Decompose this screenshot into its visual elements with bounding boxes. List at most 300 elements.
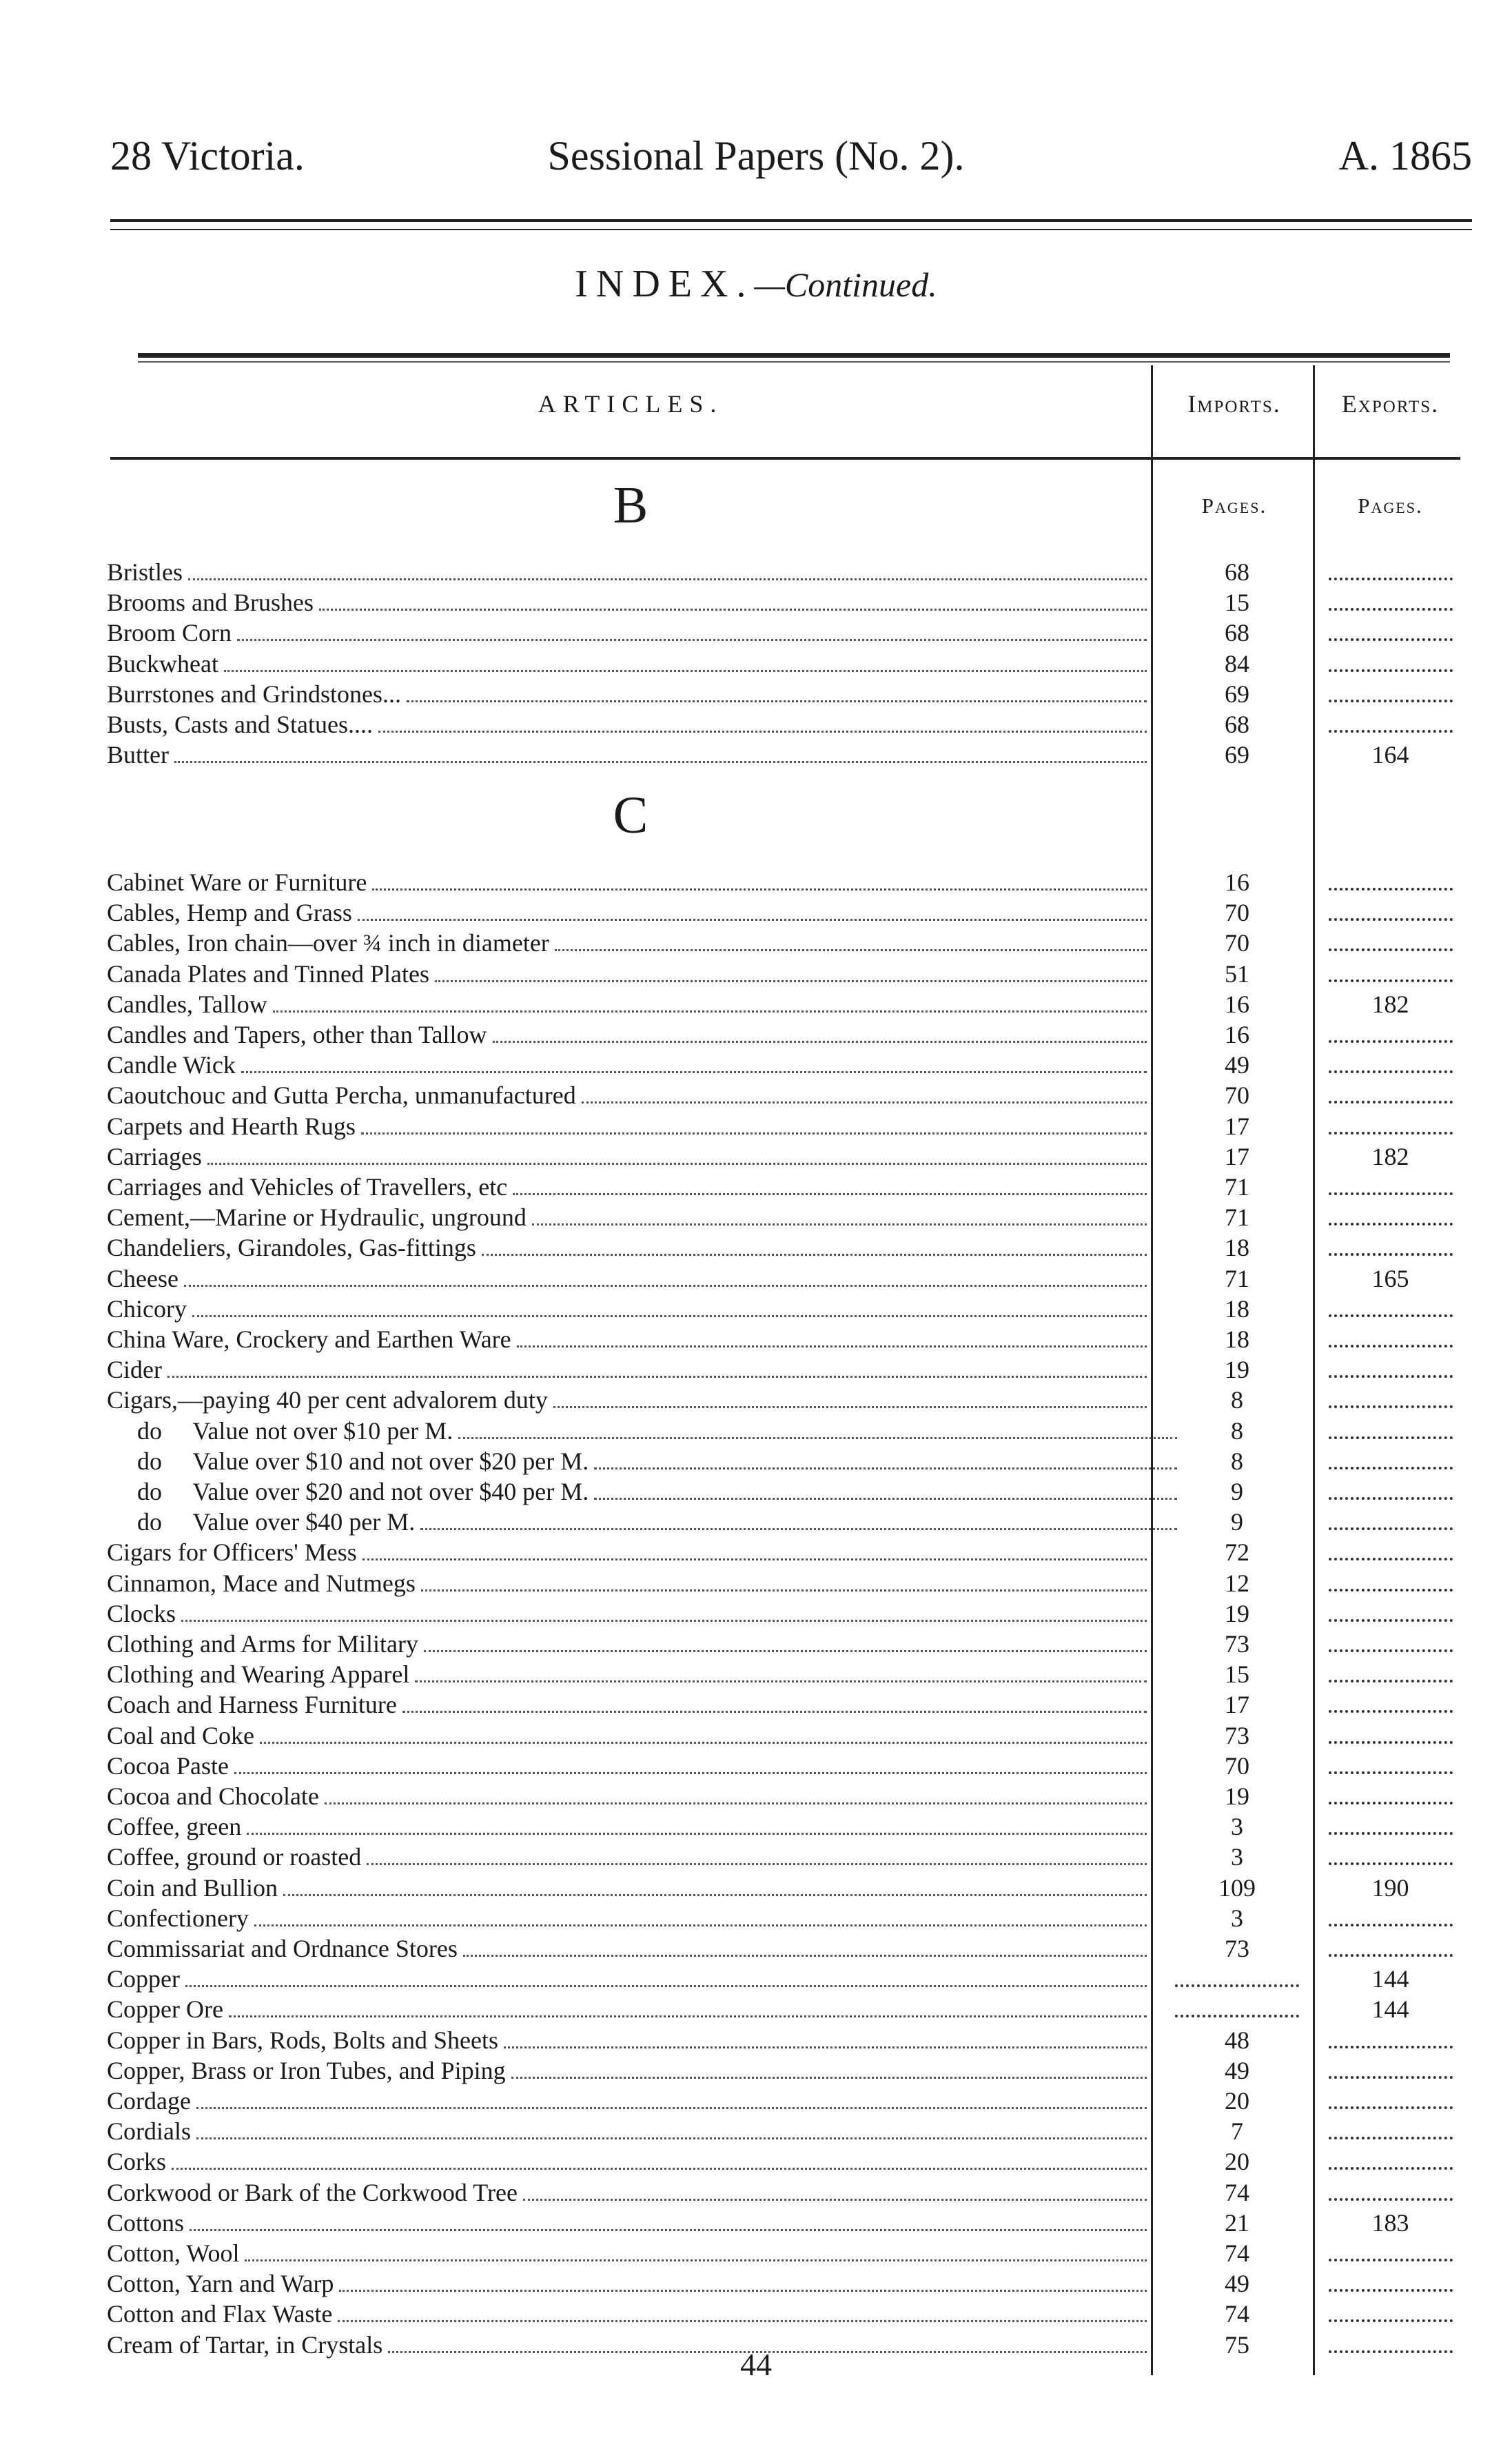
index-article bbox=[107, 1598, 1151, 1629]
imports-page: 48 bbox=[1225, 2026, 1249, 2054]
empty-cell-dots bbox=[1329, 2097, 1453, 2109]
imports-page: 9 bbox=[1231, 1508, 1243, 1536]
empty-cell-dots bbox=[1329, 1579, 1453, 1591]
exports-page bbox=[1323, 1446, 1458, 1476]
article-name: Brooms and Brushes bbox=[107, 589, 314, 617]
leader-dots bbox=[361, 1132, 1147, 1135]
leader-dots bbox=[184, 1285, 1147, 1287]
index-article bbox=[107, 1446, 1181, 1476]
exports-page: 165 bbox=[1371, 1264, 1409, 1292]
index-row bbox=[107, 1689, 1458, 1720]
index-article bbox=[107, 1141, 1151, 1172]
leader-dots bbox=[420, 1528, 1177, 1530]
section-letter-c: C bbox=[613, 786, 648, 844]
imports-page: 75 bbox=[1225, 2330, 1249, 2359]
header-rule-thin bbox=[110, 229, 1472, 230]
index-article bbox=[107, 959, 1151, 989]
exports-page bbox=[1323, 1080, 1458, 1110]
leader-dots bbox=[594, 1498, 1177, 1500]
exports-page bbox=[1323, 2299, 1458, 2329]
exports-pages-label: Pages. bbox=[1358, 494, 1423, 518]
index-article bbox=[107, 1689, 1151, 1720]
article-name: Busts, Casts and Statues.... bbox=[107, 711, 374, 738]
imports-page: 16 bbox=[1225, 1021, 1249, 1048]
exports-page bbox=[1323, 1111, 1458, 1141]
section-letter-b: B bbox=[613, 476, 648, 534]
leader-dots bbox=[234, 1772, 1147, 1774]
leader-dots bbox=[372, 888, 1147, 891]
imports-page: 74 bbox=[1225, 2300, 1249, 2328]
exports-page bbox=[1323, 897, 1458, 928]
imports-page: 68 bbox=[1225, 711, 1249, 738]
imports-page: 16 bbox=[1225, 868, 1249, 896]
empty-cell-dots bbox=[1329, 878, 1453, 891]
leader-dots bbox=[513, 1193, 1147, 1195]
leader-dots bbox=[319, 609, 1147, 611]
leader-dots bbox=[229, 2015, 1147, 2017]
imports-page: 3 bbox=[1231, 1904, 1243, 1932]
index-row bbox=[107, 1842, 1458, 1872]
leader-dots bbox=[402, 1711, 1147, 1713]
exports-page bbox=[1323, 2146, 1458, 2177]
index-article bbox=[107, 1202, 1151, 1232]
index-row bbox=[107, 2299, 1458, 2329]
index-row bbox=[107, 1873, 1458, 1903]
article-name: Cottons bbox=[107, 2208, 185, 2237]
index-row bbox=[107, 1507, 1458, 1537]
index-row bbox=[107, 928, 1458, 958]
index-article bbox=[107, 1720, 1151, 1751]
page-number: 44 bbox=[740, 2347, 772, 2382]
exports-page bbox=[1323, 1629, 1458, 1659]
imports-page: 71 bbox=[1225, 1264, 1249, 1292]
index-article bbox=[107, 709, 1151, 740]
index-article bbox=[107, 649, 1151, 679]
index-row bbox=[107, 959, 1458, 989]
article-name: Candle Wick bbox=[107, 1051, 236, 1079]
article-name: Carpets and Hearth Rugs bbox=[107, 1112, 356, 1140]
exports-page bbox=[1323, 1781, 1458, 1811]
article-name: Buckwheat bbox=[107, 649, 218, 678]
index-article bbox=[107, 867, 1151, 897]
leader-dots bbox=[190, 2229, 1147, 2231]
index-article bbox=[107, 2177, 1151, 2208]
imports-page: 73 bbox=[1225, 1935, 1249, 1962]
empty-cell-dots bbox=[1329, 1792, 1453, 1804]
exports-page bbox=[1323, 1720, 1458, 1751]
index-row bbox=[107, 1598, 1458, 1629]
imports-page: 15 bbox=[1225, 1660, 1249, 1689]
imports-page bbox=[1161, 1964, 1313, 1994]
index-row bbox=[107, 1568, 1458, 1598]
exports-page bbox=[1323, 1903, 1458, 1933]
article-name: do Value over $20 and not over $40 per M. bbox=[137, 1478, 589, 1505]
leader-dots bbox=[241, 1071, 1147, 1073]
empty-cell-dots bbox=[1329, 1487, 1453, 1500]
leader-dots bbox=[224, 670, 1147, 672]
exports-page bbox=[1323, 2268, 1458, 2299]
leader-dots bbox=[582, 1101, 1147, 1104]
index-row bbox=[107, 1903, 1458, 1933]
imports-page: 70 bbox=[1225, 1081, 1249, 1110]
imports-page: 21 bbox=[1225, 2208, 1249, 2237]
articles-column-header: ARTICLES. bbox=[538, 390, 724, 418]
exports-page bbox=[1323, 1019, 1458, 1050]
exports-page bbox=[1323, 1568, 1458, 1598]
article-name: Cocoa and Chocolate bbox=[107, 1782, 319, 1810]
index-row bbox=[107, 618, 1458, 648]
index-row bbox=[107, 1629, 1458, 1659]
header-volume: 28 Victoria. bbox=[110, 133, 305, 179]
index-article bbox=[107, 2146, 1151, 2177]
article-name: Carriages and Vehicles of Travellers, etc bbox=[107, 1173, 508, 1201]
leader-dots bbox=[421, 1589, 1147, 1591]
index-row bbox=[107, 2025, 1458, 2055]
imports-page: 73 bbox=[1225, 1721, 1249, 1749]
index-row bbox=[107, 989, 1458, 1019]
article-name: Cotton, Yarn and Warp bbox=[107, 2270, 334, 2298]
index-article bbox=[107, 1232, 1151, 1263]
exports-page bbox=[1323, 1172, 1458, 1202]
index-article bbox=[107, 2299, 1151, 2329]
leader-dots bbox=[192, 1315, 1147, 1317]
empty-cell-dots bbox=[1329, 720, 1453, 733]
exports-page bbox=[1323, 1507, 1458, 1537]
exports-page bbox=[1323, 2238, 1458, 2268]
index-article bbox=[107, 1111, 1151, 1141]
imports-page: 69 bbox=[1225, 680, 1249, 708]
empty-cell-dots bbox=[1329, 2066, 1453, 2079]
index-article bbox=[107, 2086, 1151, 2116]
exports-page bbox=[1323, 959, 1458, 989]
empty-cell-dots bbox=[1329, 568, 1453, 580]
exports-page bbox=[1323, 649, 1458, 679]
article-name: Corks bbox=[107, 2148, 167, 2176]
index-article bbox=[107, 618, 1151, 648]
leader-dots bbox=[174, 761, 1147, 763]
imports-page: 7 bbox=[1231, 2117, 1243, 2146]
article-name: Copper Ore bbox=[107, 1995, 223, 2024]
article-name: Coffee, ground or roasted bbox=[107, 1843, 362, 1871]
empty-cell-dots bbox=[1329, 660, 1453, 672]
imports-page: 69 bbox=[1225, 741, 1249, 769]
article-name: Burrstones and Grindstones... bbox=[107, 680, 401, 708]
index-article bbox=[107, 1933, 1151, 1964]
empty-cell-dots bbox=[1329, 1305, 1453, 1317]
exports-page bbox=[1323, 2055, 1458, 2086]
index-article bbox=[107, 2116, 1151, 2146]
empty-cell-dots bbox=[1329, 1548, 1453, 1560]
exports-page: 144 bbox=[1371, 1965, 1409, 1993]
index-article bbox=[107, 928, 1151, 958]
exports-page: 182 bbox=[1371, 990, 1409, 1018]
empty-cell-dots bbox=[1329, 1091, 1453, 1104]
exports-page: 164 bbox=[1371, 741, 1409, 769]
article-name: Broom Corn bbox=[107, 619, 232, 647]
exports-page bbox=[1323, 928, 1458, 958]
leader-dots bbox=[196, 2137, 1147, 2139]
article-name: Clocks bbox=[107, 1599, 176, 1627]
imports-page: 74 bbox=[1225, 2239, 1249, 2267]
empty-cell-dots bbox=[1329, 2249, 1453, 2261]
index-article bbox=[107, 1294, 1151, 1324]
article-name: Cheese bbox=[107, 1264, 178, 1292]
index-row bbox=[107, 2055, 1458, 2086]
imports-page: 3 bbox=[1231, 1843, 1243, 1871]
index-article bbox=[107, 1781, 1151, 1811]
leader-dots bbox=[188, 578, 1147, 580]
article-name: Coal and Coke bbox=[107, 1721, 254, 1749]
article-name: Butter bbox=[107, 741, 169, 769]
imports-pages-label: Pages. bbox=[1201, 494, 1267, 518]
leader-dots bbox=[167, 1376, 1147, 1378]
leader-dots bbox=[172, 2168, 1147, 2170]
imports-page: 15 bbox=[1225, 589, 1249, 617]
index-row bbox=[107, 1416, 1458, 1446]
article-name: China Ware, Crockery and Earthen Ware bbox=[107, 1325, 511, 1353]
article-name: Cordials bbox=[107, 2117, 191, 2146]
index-article bbox=[107, 1476, 1181, 1507]
leader-dots bbox=[463, 1955, 1147, 1957]
index-row bbox=[107, 2177, 1458, 2208]
empty-cell-dots bbox=[1329, 1914, 1453, 1926]
empty-cell-dots bbox=[1329, 1427, 1453, 1439]
article-name: Chandeliers, Girandoles, Gas-fittings bbox=[107, 1234, 476, 1262]
leader-dots bbox=[367, 1863, 1147, 1865]
imports-page: 8 bbox=[1231, 1386, 1243, 1414]
exports-page bbox=[1323, 1659, 1458, 1689]
imports-page: 17 bbox=[1225, 1112, 1249, 1140]
empty-cell-dots bbox=[1329, 1243, 1453, 1256]
imports-page: 49 bbox=[1225, 2270, 1249, 2298]
index-article bbox=[107, 1324, 1151, 1354]
imports-column-header: Imports. bbox=[1187, 390, 1281, 418]
header-rule bbox=[110, 219, 1472, 222]
article-name: Cotton and Flax Waste bbox=[107, 2300, 333, 2328]
index-article bbox=[107, 1080, 1151, 1110]
imports-page: 18 bbox=[1225, 1234, 1249, 1262]
index-article bbox=[107, 1903, 1151, 1933]
imports-page: 109 bbox=[1218, 1873, 1256, 1902]
index-row bbox=[107, 1781, 1458, 1811]
index-article bbox=[107, 1842, 1151, 1872]
index-row bbox=[107, 1476, 1458, 1507]
leader-dots bbox=[594, 1467, 1177, 1469]
empty-cell-dots bbox=[1329, 598, 1453, 611]
exports-page bbox=[1323, 709, 1458, 740]
empty-cell-dots bbox=[1329, 1640, 1453, 1652]
empty-cell-dots bbox=[1175, 2005, 1299, 2017]
empty-cell-dots bbox=[1329, 2036, 1453, 2048]
index-article bbox=[107, 1050, 1151, 1080]
leader-dots bbox=[358, 919, 1147, 921]
index-row bbox=[107, 1232, 1458, 1263]
leader-dots bbox=[458, 1437, 1177, 1439]
article-name: Coffee, green bbox=[107, 1813, 242, 1841]
exports-page bbox=[1323, 2086, 1458, 2116]
index-row bbox=[107, 1080, 1458, 1110]
empty-cell-dots bbox=[1329, 2157, 1453, 2170]
exports-page bbox=[1323, 1354, 1458, 1385]
empty-cell-dots bbox=[1329, 1335, 1453, 1347]
empty-cell-dots bbox=[1329, 2127, 1453, 2139]
index-row bbox=[107, 1354, 1458, 1385]
index-article bbox=[107, 2055, 1151, 2086]
leader-dots bbox=[273, 1010, 1147, 1013]
article-name: Cables, Iron chain—over ¾ inch in diameter bbox=[107, 929, 549, 957]
empty-cell-dots bbox=[1329, 1365, 1453, 1378]
exports-page: 182 bbox=[1371, 1142, 1409, 1170]
index-article bbox=[107, 897, 1151, 928]
imports-page: 70 bbox=[1225, 899, 1249, 927]
leader-dots bbox=[283, 1894, 1147, 1896]
index-article bbox=[107, 740, 1151, 770]
index-row bbox=[107, 1172, 1458, 1202]
article-name: Cabinet Ware or Furniture bbox=[107, 868, 367, 896]
index-article bbox=[107, 557, 1151, 587]
article-name: Cement,—Marine or Hydraulic, unground bbox=[107, 1203, 527, 1232]
imports-page: 73 bbox=[1225, 1630, 1249, 1658]
empty-cell-dots bbox=[1329, 1061, 1453, 1073]
imports-page: 19 bbox=[1225, 1599, 1249, 1627]
index-row bbox=[107, 2208, 1458, 2238]
article-name: do Value not over $10 per M. bbox=[137, 1416, 453, 1445]
article-name: Cigars,—paying 40 per cent advalorem duty bbox=[107, 1386, 548, 1414]
leader-dots bbox=[378, 731, 1147, 733]
exports-page bbox=[1323, 1324, 1458, 1354]
index-row bbox=[107, 1141, 1458, 1172]
index-row bbox=[107, 1720, 1458, 1751]
exports-page bbox=[1323, 867, 1458, 897]
imports-page: 18 bbox=[1225, 1294, 1249, 1323]
imports-page: 74 bbox=[1225, 2178, 1249, 2206]
index-row bbox=[107, 1933, 1458, 1964]
empty-cell-dots bbox=[1329, 1853, 1453, 1865]
imports-page: 16 bbox=[1225, 990, 1249, 1018]
exports-page bbox=[1323, 1294, 1458, 1324]
empty-cell-dots bbox=[1329, 2279, 1453, 2292]
index-row bbox=[107, 2116, 1458, 2146]
article-name: Canada Plates and Tinned Plates bbox=[107, 959, 429, 988]
leader-dots bbox=[493, 1041, 1147, 1043]
index-row bbox=[107, 1659, 1458, 1689]
index-row bbox=[107, 2086, 1458, 2116]
index-row bbox=[107, 1537, 1458, 1567]
article-name: Corkwood or Bark of the Corkwood Tree bbox=[107, 2178, 518, 2206]
imports-page: 71 bbox=[1225, 1173, 1249, 1201]
article-name: do Value over $40 per M. bbox=[137, 1508, 416, 1536]
imports-page: 18 bbox=[1225, 1325, 1249, 1353]
article-name: Cider bbox=[107, 1356, 162, 1384]
imports-page: 20 bbox=[1225, 2148, 1249, 2176]
leader-dots bbox=[260, 1742, 1147, 1744]
exports-page bbox=[1323, 1537, 1458, 1567]
empty-cell-dots bbox=[1329, 1213, 1453, 1226]
index-row bbox=[107, 679, 1458, 709]
article-name: Cables, Hemp and Grass bbox=[107, 899, 352, 927]
exports-page bbox=[1323, 1689, 1458, 1720]
exports-page: 144 bbox=[1371, 1995, 1409, 2024]
index-article bbox=[107, 1964, 1151, 1994]
exports-page: 183 bbox=[1371, 2208, 1409, 2237]
exports-page bbox=[1323, 1416, 1458, 1446]
imports-page: 19 bbox=[1225, 1356, 1249, 1384]
leader-dots bbox=[435, 980, 1147, 982]
article-name: Cordage bbox=[107, 2087, 191, 2115]
index-article bbox=[107, 2268, 1151, 2299]
leader-dots bbox=[181, 1620, 1147, 1622]
leader-dots bbox=[553, 1406, 1147, 1408]
exports-page bbox=[1323, 1598, 1458, 1629]
index-row bbox=[107, 740, 1458, 770]
empty-cell-dots bbox=[1175, 1975, 1299, 1987]
index-row bbox=[107, 1202, 1458, 1232]
exports-column-header: Exports. bbox=[1341, 390, 1440, 418]
index-row bbox=[107, 709, 1458, 740]
header-series: Sessional Papers (No. 2). bbox=[547, 133, 965, 179]
article-name: Copper in Bars, Rods, Bolts and Sheets bbox=[107, 2026, 498, 2054]
imports-page: 70 bbox=[1225, 929, 1249, 957]
imports-page: 3 bbox=[1231, 1813, 1243, 1841]
imports-page: 70 bbox=[1225, 1751, 1249, 1780]
article-name: Cinnamon, Mace and Nutmegs bbox=[107, 1569, 416, 1597]
index-article bbox=[107, 1385, 1151, 1415]
index-title-continued: —Continued. bbox=[754, 265, 937, 304]
empty-cell-dots bbox=[1329, 1700, 1453, 1713]
index-row bbox=[107, 1964, 1458, 1994]
leader-dots bbox=[407, 700, 1147, 702]
imports-page: 19 bbox=[1225, 1782, 1249, 1810]
index-article bbox=[107, 1507, 1181, 1537]
leader-dots bbox=[237, 639, 1147, 641]
empty-cell-dots bbox=[1329, 1762, 1453, 1774]
empty-cell-dots bbox=[1329, 1183, 1453, 1195]
leader-dots bbox=[325, 1802, 1147, 1804]
empty-cell-dots bbox=[1329, 629, 1453, 641]
imports-page bbox=[1161, 1994, 1313, 2024]
leader-dots bbox=[555, 949, 1147, 951]
empty-cell-dots bbox=[1329, 1457, 1453, 1469]
index-article bbox=[107, 1629, 1151, 1659]
exports-page bbox=[1323, 618, 1458, 648]
index-article bbox=[107, 1354, 1151, 1385]
exports-page bbox=[1323, 1385, 1458, 1415]
leader-dots bbox=[532, 1223, 1147, 1226]
article-name: Bristles bbox=[107, 558, 183, 586]
empty-cell-dots bbox=[1329, 908, 1453, 921]
imports-page: 17 bbox=[1225, 1691, 1249, 1719]
empty-cell-dots bbox=[1329, 1822, 1453, 1835]
index-article bbox=[107, 1994, 1151, 2024]
imports-page: 49 bbox=[1225, 2056, 1249, 2084]
article-name: Coin and Bullion bbox=[107, 1873, 278, 1902]
imports-page: 9 bbox=[1231, 1478, 1243, 1505]
leader-dots bbox=[196, 2107, 1147, 2109]
leader-dots bbox=[207, 1163, 1147, 1165]
empty-cell-dots bbox=[1329, 1518, 1453, 1530]
article-name: Coach and Harness Furniture bbox=[107, 1691, 397, 1719]
leader-dots bbox=[247, 1833, 1147, 1835]
imports-page: 51 bbox=[1225, 959, 1249, 988]
empty-cell-dots bbox=[1329, 939, 1453, 951]
exports-page bbox=[1323, 2025, 1458, 2055]
imports-page: 68 bbox=[1225, 558, 1249, 586]
exports-page bbox=[1323, 587, 1458, 618]
exports-page bbox=[1323, 1811, 1458, 1842]
imports-page: 72 bbox=[1225, 1538, 1249, 1567]
article-name: Cotton, Wool bbox=[107, 2239, 240, 2267]
leader-dots bbox=[245, 2259, 1147, 2261]
